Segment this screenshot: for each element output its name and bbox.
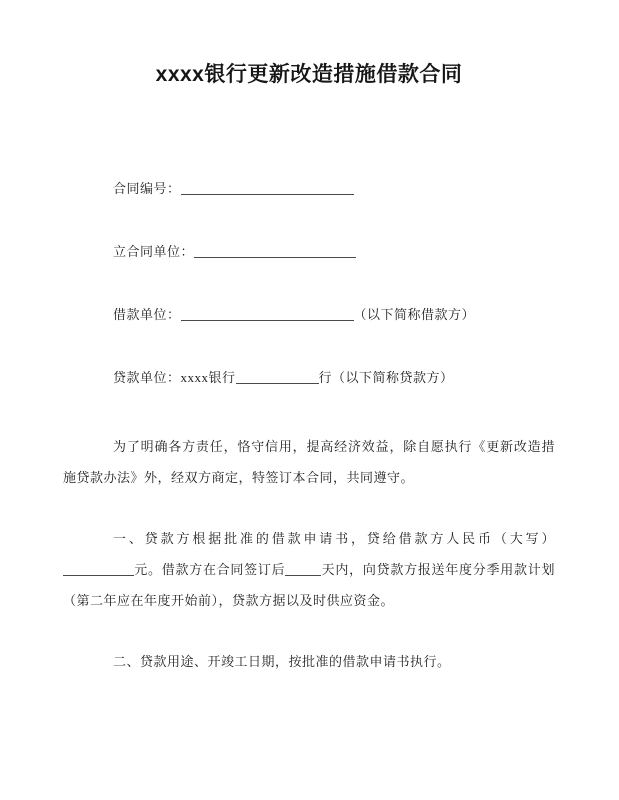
field-label: 贷款单位：xxxx银行 bbox=[113, 370, 236, 385]
field-suffix: （以下简称借款方） bbox=[353, 307, 476, 322]
field-label: 合同编号： bbox=[113, 181, 181, 196]
blank-line bbox=[181, 306, 354, 321]
paragraph-preamble bbox=[63, 431, 555, 493]
text-segment: 元。借款方在合同签订后 bbox=[134, 562, 286, 577]
field-lender bbox=[63, 368, 555, 388]
text-segment: 二、贷款用途、开竣工日期，按批准的借款申请书执行。 bbox=[113, 654, 451, 669]
blank-line bbox=[236, 369, 319, 384]
blank-line bbox=[181, 180, 354, 195]
field-suffix: 行（以下简称贷款方） bbox=[318, 370, 454, 385]
blank-line bbox=[285, 561, 321, 576]
blank-line bbox=[194, 243, 356, 258]
field-label: 借款单位： bbox=[113, 307, 181, 322]
field-contract-parties bbox=[63, 242, 555, 262]
document-title: xxxx银行更新改造措施借款合同 bbox=[155, 63, 463, 86]
clause-2 bbox=[63, 646, 555, 677]
clause-1 bbox=[63, 523, 555, 616]
text-segment: 为了明确各方责任，恪守信用，提高经济效益，除自愿执行《更新改造措施贷款办法》外，经双方商定，特签订本合同，共同遵守。 bbox=[63, 439, 555, 485]
field-label: 立合同单位： bbox=[113, 244, 195, 259]
field-borrower bbox=[63, 305, 555, 325]
field-contract-number bbox=[63, 179, 555, 199]
text-segment: 一、贷款方根据批准的借款申请书，贷给借款方人民币（大写） bbox=[113, 531, 555, 546]
blank-line bbox=[63, 561, 134, 576]
text-segment: 天内，向贷款方报送年度分季用款计划（第二年应在年度开始前），贷款方据以及时供应资金。 bbox=[63, 562, 555, 608]
